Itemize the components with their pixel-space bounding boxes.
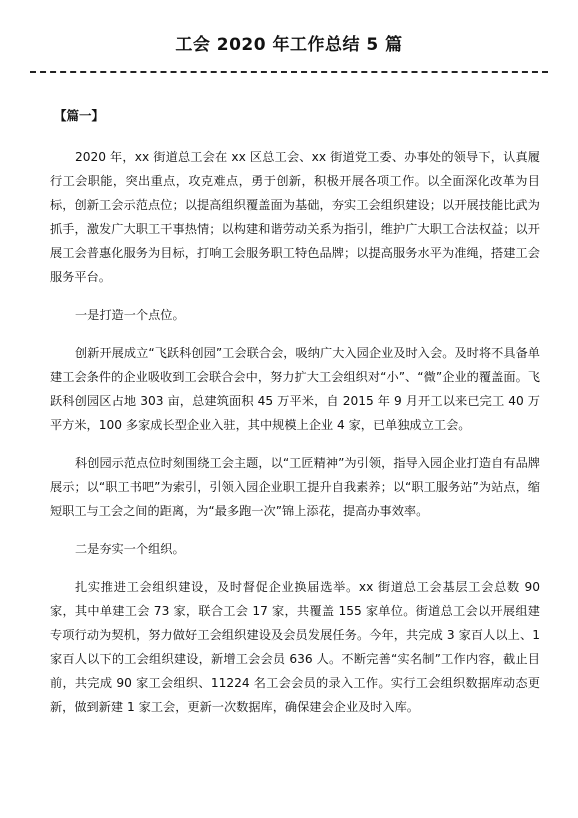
document-title: 工会 2020 年工作总结 5 篇 [175,35,403,55]
dashed-divider [30,71,548,73]
paragraph-organization: 扎实推进工会组织建设，及时督促企业换届选举。xx 街道总工会基层工会总数 90 家，其中单建工会 73 家，联合工会 17 家，共覆盖 155 家单位。街道总工会以开展组建专项行动为契机，努力做好工会组织建设及会员发展任务。今年，共完成 3 家百人以上、1 家百人以下的工会组织建设，新增工会会员 636 人。不断完善“实名制”工作内容，截止目前，共完成 90 家工会组织、11224 名工会会员的录入工作。实行工会组织数据库动态更新，做到新建 1 家工会，更新一次数据库，确保建会企业及时入库。 [50,580,540,714]
subheading-point-one: 一是打造一个点位。 [75,308,185,322]
subheading-point-two: 二是夯实一个组织。 [75,542,185,556]
paragraph-intro: 2020 年，xx 街道总工会在 xx 区总工会、xx 街道党工委、办事处的领导下，认真履行工会职能，突出重点，攻克难点，勇于创新，积极开展各项工作。以全面深化改革为目标，创新工会示范点位；以提高组织覆盖面为基础，夯实工会组织建设；以开展技能比武为抓手，激发广大职工干事热情；以构建和谐劳动关系为指引，维护广大职工合法权益；以开展工会普惠化服务为目标，打响工会服务职工特色品牌；以提高服务水平为准绳，搭建工会服务平台。 [50,150,540,284]
section-label: 【篇一】 [54,108,105,123]
document-body [50,106,540,733]
paragraph-demo-site: 科创园示范点位时刻围绕工会主题，以“工匠精神”为引领，指导入园企业打造自有品牌展示；以“职工书吧”为索引，引领入园企业职工提升自我素养；以“职工服务站”为站点，缩短职工与工会之间的距离，为“最多跑一次”锦上添花，提高办事效率。 [50,456,540,518]
paragraph-science-park: 创新开展成立“飞跃科创园”工会联合会，吸纳广大入园企业及时入会。及时将不具备单建工会条件的企业吸收到工会联合会中，努力扩大工会组织对“小”、“微”企业的覆盖面。飞跃科创园区占地 303 亩，总建筑面积 45 万平米，自 2015 年 9 月开工以来已完工 40 万平方米，100 多家成长型企业入驻，其中规模上企业 4 家，已单独成立工会。 [50,346,540,432]
